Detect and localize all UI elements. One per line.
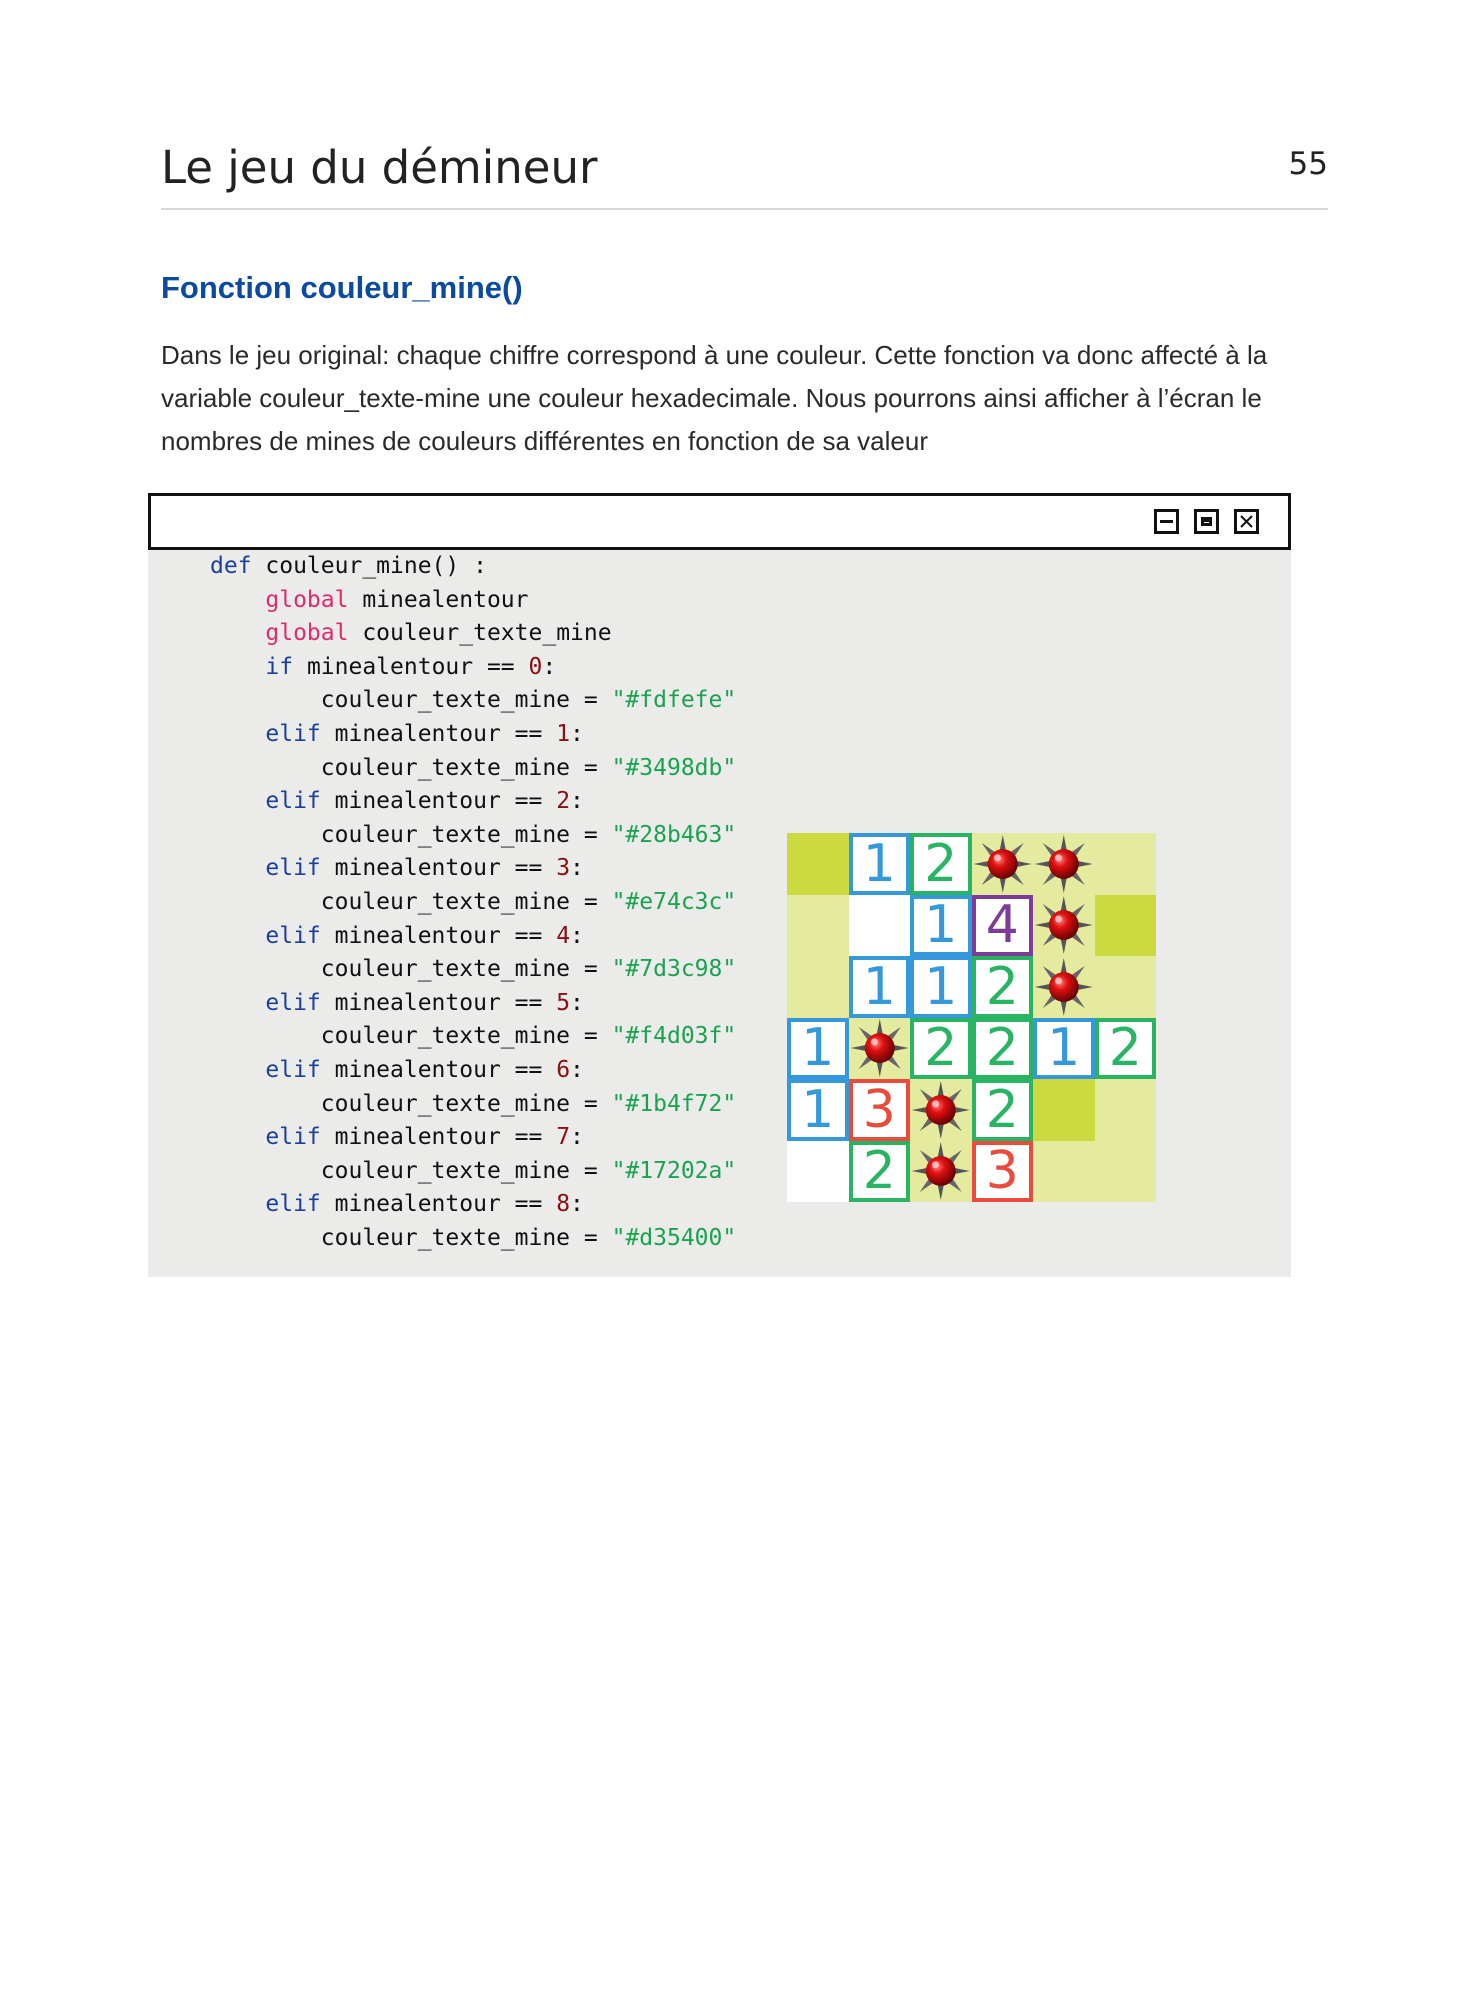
code-token: "#17202a" [611,1157,737,1184]
code-token: minealentour == [320,1056,557,1083]
code-line [210,852,736,886]
code-token: minealentour == [320,855,557,882]
code-token: "#e74c3c" [611,888,737,915]
page-header [161,138,1328,210]
mine-icon [910,1079,972,1141]
code-line [210,1188,736,1222]
board-cell-number: 1 [849,956,911,1018]
code-token [210,620,265,646]
code-token [210,1057,265,1083]
board-cell-number: 1 [910,956,972,1018]
board-cell-number: 2 [910,1018,972,1080]
board-cell-covered [1033,1141,1095,1203]
board-cell-number: 1 [1033,1018,1095,1080]
code-line [210,819,736,853]
code-token: : [570,989,584,1016]
page-number: 55 [1288,146,1328,182]
code-token: couleur_texte_mine = [210,888,612,915]
mine-icon [1033,833,1095,895]
board-cell-number: 2 [849,1141,911,1203]
code-token: minealentour == [320,989,557,1016]
mine-icon [1033,895,1095,957]
code-token: 2 [556,788,571,815]
code-token: elif [265,855,321,882]
code-token [210,654,265,680]
code-token: 6 [556,1056,571,1083]
code-line [210,617,736,651]
code-line [210,785,736,819]
code-token: : [570,1056,584,1083]
mine-icon [1033,956,1095,1018]
board-cell-number: 2 [972,1018,1034,1080]
code-line [210,920,736,954]
code-line [210,1088,736,1122]
board-cell-number: 2 [1095,1018,1157,1080]
code-token: minealentour == [320,788,557,815]
board-cell-number: 3 [972,1141,1034,1203]
code-token: couleur_texte_mine = [210,821,612,848]
board-cell-empty [787,1141,849,1203]
mine-icon [910,1141,972,1203]
code-token: couleur_texte_mine [348,620,612,647]
code-token: couleur_texte_mine = [210,1224,612,1251]
code-token: : [570,788,584,815]
board-cell-number: 1 [910,895,972,957]
code-token: couleur_texte_mine = [210,687,612,714]
code-token [210,1191,265,1217]
code-line [210,1155,736,1189]
code-line [210,684,736,718]
code-line [210,1121,736,1155]
board-cell-number: 1 [787,1079,849,1141]
code-line [210,718,736,752]
intro-paragraph: Dans le jeu original: chaque chiffre correspond à une couleur. Cette fonction va donc affecté à la variable couleur_texte-mine une couleur hexadecimale. Nous pourrons ainsi afficher à l’écran le nombres de mines de couleurs différentes en fonction de sa valeur [161,340,1268,456]
code-token [210,788,265,814]
close-icon[interactable] [1234,509,1259,534]
code-token [210,990,265,1016]
code-token [210,1124,265,1150]
code-line [210,886,736,920]
window-titlebar [148,493,1291,550]
code-line [210,1020,736,1054]
board-cell-number: 1 [849,833,911,895]
code-token: 4 [556,922,571,949]
code-token: couleur_texte_mine = [210,1023,612,1050]
code-token [210,587,265,613]
code-token: global [265,586,349,613]
code-token: minealentour == [320,922,557,949]
code-token: elif [265,922,321,949]
code-token: minealentour == [320,720,557,747]
code-token: : [570,720,584,747]
code-line [210,953,736,987]
code-token: 8 [556,1191,571,1218]
code-token: "#d35400" [611,1224,737,1251]
code-token: elif [265,1191,321,1218]
code-token: minealentour == [320,1191,557,1218]
code-token: minealentour == [320,1124,557,1151]
code-line [210,584,736,618]
board-cell-covered [1033,1079,1095,1141]
code-token: 1 [556,720,571,747]
mine-icon [849,1018,911,1080]
code-token: 7 [556,1124,571,1151]
code-token: if [265,653,294,680]
code-line [210,752,736,786]
code-line [210,651,736,685]
board-cell-number: 4 [972,895,1034,957]
code-token [210,855,265,881]
board-cell-covered [787,833,849,895]
maximize-icon[interactable] [1194,509,1219,534]
board-cell-covered [787,956,849,1018]
code-token: elif [265,989,321,1016]
code-line [210,1222,736,1256]
code-token: elif [265,1056,321,1083]
code-token: "#28b463" [611,821,737,848]
code-line [210,987,736,1021]
code-token: minealentour == [293,653,529,680]
board-cell-number: 1 [787,1018,849,1080]
page-title: Le jeu du démineur [161,141,598,194]
code-token: "#7d3c98" [611,956,737,983]
code-token: "#1b4f72" [611,1090,737,1117]
board-cell-number: 2 [972,1079,1034,1141]
code-listing [210,550,736,1255]
code-token: : [542,653,557,680]
code-line [210,1054,736,1088]
code-token: couleur_texte_mine = [210,956,612,983]
code-token: "#f4d03f" [611,1023,737,1050]
code-token: couleur_texte_mine = [210,1157,612,1184]
mine-icon [972,833,1034,895]
code-token [210,923,265,949]
board-cell-covered [1095,833,1157,895]
board-cell-covered [1095,1079,1157,1141]
board-cell-number: 3 [849,1079,911,1141]
code-token: : [570,855,584,882]
code-token: elif [265,1124,321,1151]
minimize-icon[interactable] [1154,509,1179,534]
code-token [210,721,265,747]
code-token: global [265,620,349,647]
code-token: : [570,1191,584,1218]
code-token: minealentour [348,586,529,613]
code-token: couleur_mine() : [251,553,487,579]
minesweeper-image [787,833,1259,1294]
code-token: couleur_texte_mine = [210,1090,612,1117]
code-token: elif [265,788,321,815]
code-token: 0 [528,653,543,680]
code-token: "#fdfefe" [611,687,737,714]
code-line [210,550,736,584]
code-token: 5 [556,989,571,1016]
board-cell-number: 2 [972,956,1034,1018]
code-token: def [210,553,252,579]
code-token: 3 [556,855,571,882]
code-token: : [570,922,584,949]
board-cell-covered [1095,1141,1157,1203]
code-token: couleur_texte_mine = [210,754,612,781]
section-title: Fonction couleur_mine() [161,270,523,305]
board-cell-covered [787,895,849,957]
board-cell-empty [849,895,911,957]
code-token: "#3498db" [611,754,737,781]
board-cell-covered [1095,956,1157,1018]
board-cell-covered [1095,895,1157,957]
code-token: : [570,1124,584,1151]
board-cell-number: 2 [910,833,972,895]
code-token: elif [265,720,321,747]
